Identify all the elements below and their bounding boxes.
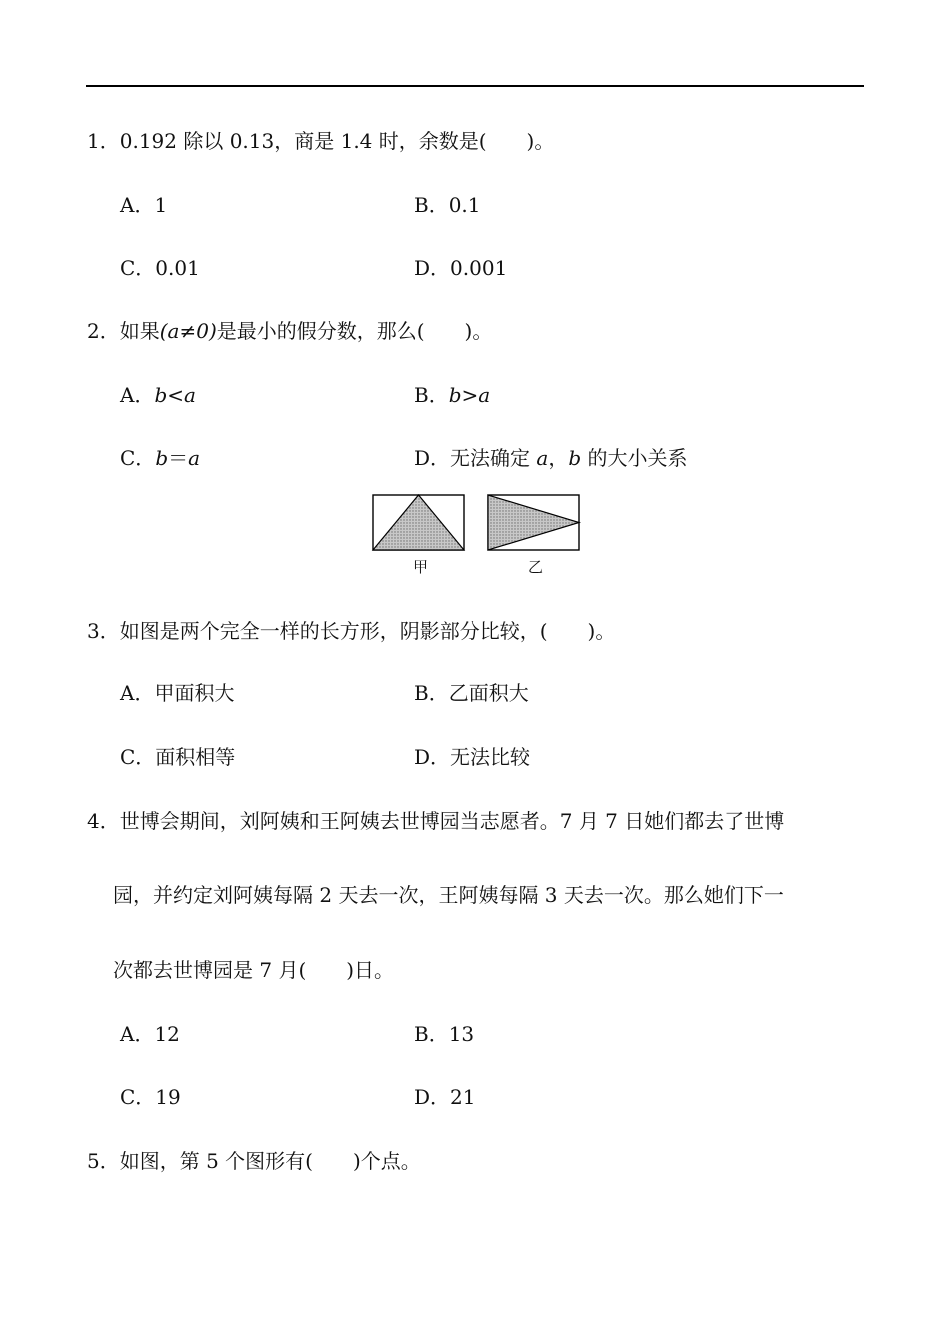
q3-option-c[interactable]: C．面积相等 (120, 745, 236, 769)
question-4-line-2: 园，并约定刘阿姨每隔 2 天去一次，王阿姨每隔 3 天去一次。那么她们下一 (113, 883, 784, 907)
question-3 (87, 618, 615, 644)
var-b: b (448, 383, 462, 407)
operator: < (167, 383, 185, 407)
question-1 (87, 128, 554, 154)
triangle-jia-shaded (373, 495, 464, 550)
q4-option-b[interactable]: B．13 (414, 1022, 475, 1046)
var-b: b (568, 446, 582, 470)
question-number: 5． (87, 1149, 120, 1173)
question-4-line-3: 次都去世博园是 7 月( )日。 (113, 958, 395, 982)
header-rule (86, 85, 864, 87)
q1-option-c[interactable]: C．0.01 (120, 256, 200, 280)
question-text: 如图，第 5 个图形有( )个点。 (119, 1149, 421, 1173)
label-jia: 甲 (413, 558, 429, 576)
question-number: 4． (87, 809, 120, 833)
question-text-suffix: 是最小的假分数，那么( )。 (216, 319, 493, 343)
var-a: a (478, 383, 491, 407)
q4-option-a[interactable]: A．12 (120, 1022, 180, 1046)
option-label: A． (120, 383, 155, 407)
var-a: a (184, 383, 196, 407)
var-b: b (155, 446, 169, 470)
question-number: 1． (87, 129, 120, 153)
q2-option-b[interactable] (414, 382, 490, 408)
option-label: C． (120, 446, 156, 470)
q2-option-a[interactable] (120, 382, 196, 408)
q1-option-a[interactable]: A．1 (120, 193, 168, 217)
condition: (a≠0) (159, 319, 217, 343)
option-text: 的大小关系 (581, 446, 688, 470)
question-number: 3． (87, 619, 120, 643)
q1-option-b[interactable]: B．0.1 (414, 193, 481, 217)
question-text: 0.192 除以 0.13，商是 1.4 时，余数是( )。 (119, 129, 555, 153)
question-text: 如图是两个完全一样的长方形，阴影部分比较，( )。 (119, 619, 616, 643)
q3-option-a[interactable]: A．甲面积大 (120, 681, 235, 705)
question-5 (87, 1148, 421, 1174)
var-b: b (154, 383, 168, 407)
q2-option-d[interactable] (414, 445, 688, 471)
question-number: 2． (87, 319, 120, 343)
triangle-yi-shaded (488, 495, 579, 550)
option-label: D． (414, 446, 451, 470)
q4-option-c[interactable]: C．19 (120, 1085, 181, 1109)
question-4 (87, 808, 784, 834)
option-text: 无法确定 (450, 446, 537, 470)
q2-option-c[interactable] (120, 445, 200, 471)
question-2 (87, 318, 492, 344)
q1-option-d[interactable]: D．0.001 (414, 256, 508, 280)
var-a: a (536, 446, 549, 470)
option-text: ， (548, 446, 569, 470)
operator: ＝ (168, 446, 189, 470)
q4-option-d[interactable]: D．21 (414, 1085, 476, 1109)
q3-option-d[interactable]: D．无法比较 (414, 745, 531, 769)
q3-option-b[interactable]: B．乙面积大 (414, 681, 529, 705)
rectangles-figure (370, 492, 585, 582)
operator: > (461, 383, 479, 407)
rectangles-diagram (370, 492, 585, 552)
question-text-prefix: 如果 (119, 319, 160, 343)
var-a: a (188, 446, 201, 470)
question-text-line-1: 世博会期间，刘阿姨和王阿姨去世博园当志愿者。7 月 7 日她们都去了世博 (119, 809, 785, 833)
label-yi: 乙 (528, 558, 544, 576)
option-label: B． (414, 383, 449, 407)
